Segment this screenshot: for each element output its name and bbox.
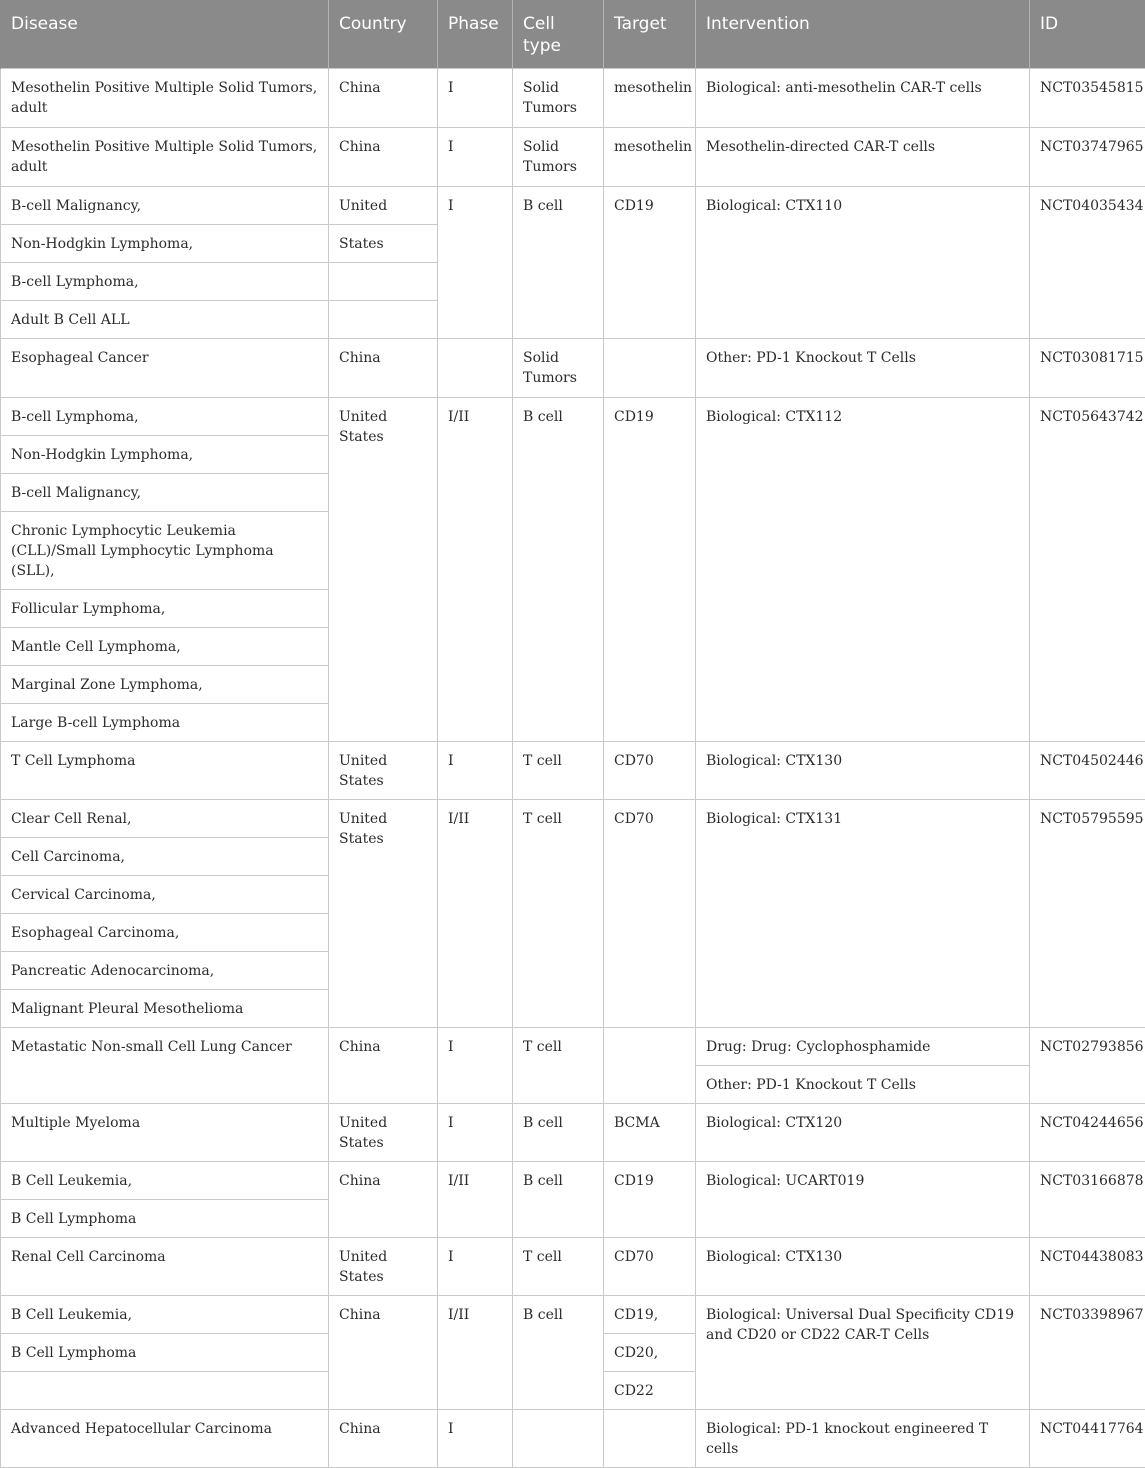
cell-type-cell: T cell bbox=[513, 1238, 604, 1296]
disease-cell: B-cell Lymphoma, bbox=[1, 263, 329, 301]
cell-type-cell: B cell bbox=[513, 1104, 604, 1162]
cell-type-cell: T cell bbox=[513, 742, 604, 800]
id-cell: NCT05795595 bbox=[1030, 800, 1145, 1028]
intervention-cell: Biological: CTX130 bbox=[696, 742, 1030, 800]
table-row bbox=[1, 1162, 1145, 1200]
country-cell: United States bbox=[329, 1104, 438, 1162]
target-cell: CD22 bbox=[604, 1372, 696, 1410]
cell-type-cell bbox=[513, 1410, 604, 1468]
cell-type-cell: T cell bbox=[513, 1028, 604, 1104]
phase-cell: I bbox=[438, 1104, 513, 1162]
country-cell: China bbox=[329, 339, 438, 398]
header-phase: Phase bbox=[438, 0, 513, 69]
target-cell: mesothelin bbox=[604, 128, 696, 187]
header-disease: Disease bbox=[1, 0, 329, 69]
intervention-cell: Other: PD-1 Knockout T Cells bbox=[696, 339, 1030, 398]
country-cell: United States bbox=[329, 800, 438, 1028]
intervention-cell: Biological: CTX110 bbox=[696, 187, 1030, 339]
disease-cell: Renal Cell Carcinoma bbox=[1, 1238, 329, 1296]
phase-cell: I bbox=[438, 742, 513, 800]
disease-cell: Mesothelin Positive Multiple Solid Tumors, adult bbox=[1, 69, 329, 128]
disease-cell: B Cell Lymphoma bbox=[1, 1200, 329, 1238]
country-cell: China bbox=[329, 1410, 438, 1468]
phase-cell: I bbox=[438, 187, 513, 339]
disease-cell: Marginal Zone Lymphoma, bbox=[1, 666, 329, 704]
id-cell: NCT04244656 bbox=[1030, 1104, 1145, 1162]
table-row bbox=[1, 339, 1145, 398]
target-cell: CD70 bbox=[604, 742, 696, 800]
intervention-cell: Biological: CTX131 bbox=[696, 800, 1030, 1028]
table-row bbox=[1, 187, 1145, 225]
table-row bbox=[1, 128, 1145, 187]
intervention-cell: Biological: UCART019 bbox=[696, 1162, 1030, 1238]
disease-cell: Follicular Lymphoma, bbox=[1, 590, 329, 628]
intervention-cell: Mesothelin-directed CAR-T cells bbox=[696, 128, 1030, 187]
cell-type-cell: Solid Tumors bbox=[513, 128, 604, 187]
disease-cell: Non-Hodgkin Lymphoma, bbox=[1, 225, 329, 263]
disease-cell: B-cell Malignancy, bbox=[1, 187, 329, 225]
disease-cell: Esophageal Carcinoma, bbox=[1, 914, 329, 952]
country-cell bbox=[329, 301, 438, 339]
phase-cell: I bbox=[438, 1238, 513, 1296]
target-cell: CD19 bbox=[604, 1162, 696, 1238]
id-cell: NCT02793856 bbox=[1030, 1028, 1145, 1104]
country-cell: States bbox=[329, 225, 438, 263]
country-cell: United States bbox=[329, 398, 438, 742]
disease-cell: B-cell Lymphoma, bbox=[1, 398, 329, 436]
disease-cell: Malignant Pleural Mesothelioma bbox=[1, 990, 329, 1028]
intervention-cell: Biological: Universal Dual Specificity CD19 and CD20 or CD22 CAR-T Cells bbox=[696, 1296, 1030, 1410]
table-row bbox=[1, 800, 1145, 838]
disease-cell: T Cell Lymphoma bbox=[1, 742, 329, 800]
disease-cell: Large B-cell Lymphoma bbox=[1, 704, 329, 742]
table-row bbox=[1, 69, 1145, 128]
disease-cell: B-cell Malignancy, bbox=[1, 474, 329, 512]
phase-cell: I/II bbox=[438, 1296, 513, 1410]
id-cell: NCT03081715 bbox=[1030, 339, 1145, 398]
disease-cell: Mesothelin Positive Multiple Solid Tumors, adult bbox=[1, 128, 329, 187]
intervention-cell: Biological: anti-mesothelin CAR-T cells bbox=[696, 69, 1030, 128]
disease-cell: Non-Hodgkin Lymphoma, bbox=[1, 436, 329, 474]
intervention-cell: Biological: CTX130 bbox=[696, 1238, 1030, 1296]
disease-cell: Mantle Cell Lymphoma, bbox=[1, 628, 329, 666]
country-cell: China bbox=[329, 1162, 438, 1238]
disease-cell: Cervical Carcinoma, bbox=[1, 876, 329, 914]
country-cell: United States bbox=[329, 1238, 438, 1296]
phase-cell: I/II bbox=[438, 800, 513, 1028]
cell-type-cell: T cell bbox=[513, 800, 604, 1028]
disease-cell: Multiple Myeloma bbox=[1, 1104, 329, 1162]
disease-cell: Esophageal Cancer bbox=[1, 339, 329, 398]
disease-cell: B Cell Leukemia, bbox=[1, 1296, 329, 1334]
table-row bbox=[1, 1296, 1145, 1334]
phase-cell bbox=[438, 339, 513, 398]
disease-cell: B Cell Leukemia, bbox=[1, 1162, 329, 1200]
cell-type-cell: B cell bbox=[513, 1162, 604, 1238]
country-cell: China bbox=[329, 1028, 438, 1104]
id-cell: NCT03747965 bbox=[1030, 128, 1145, 187]
target-cell: CD19 bbox=[604, 187, 696, 339]
disease-cell bbox=[1, 1372, 329, 1410]
phase-cell: I bbox=[438, 1410, 513, 1468]
phase-cell: I/II bbox=[438, 398, 513, 742]
disease-cell: Advanced Hepatocellular Carcinoma bbox=[1, 1410, 329, 1468]
country-cell: United States bbox=[329, 742, 438, 800]
id-cell: NCT03545815 bbox=[1030, 69, 1145, 128]
target-cell: CD20, bbox=[604, 1334, 696, 1372]
id-cell: NCT04035434 bbox=[1030, 187, 1145, 339]
target-cell: CD70 bbox=[604, 1238, 696, 1296]
target-cell: mesothelin bbox=[604, 69, 696, 128]
id-cell: NCT04438083 bbox=[1030, 1238, 1145, 1296]
target-cell bbox=[604, 1410, 696, 1468]
intervention-cell: Biological: CTX112 bbox=[696, 398, 1030, 742]
id-cell: NCT03166878 bbox=[1030, 1162, 1145, 1238]
table-row bbox=[1, 1410, 1145, 1468]
target-cell: CD19 bbox=[604, 398, 696, 742]
header-cell-type: Cell type bbox=[513, 0, 604, 69]
phase-cell: I bbox=[438, 69, 513, 128]
disease-cell: Metastatic Non-small Cell Lung Cancer bbox=[1, 1028, 329, 1104]
disease-cell: Chronic Lymphocytic Leukemia (CLL)/Small Lymphocytic Lymphoma (SLL), bbox=[1, 512, 329, 590]
phase-cell: I bbox=[438, 1028, 513, 1104]
table-row bbox=[1, 1104, 1145, 1162]
header-row bbox=[1, 0, 1145, 69]
target-cell: CD19, bbox=[604, 1296, 696, 1334]
header-intervention: Intervention bbox=[696, 0, 1030, 69]
id-cell: NCT04502446 bbox=[1030, 742, 1145, 800]
intervention-cell: Drug: Drug: Cyclophosphamide bbox=[696, 1028, 1030, 1066]
target-cell bbox=[604, 339, 696, 398]
intervention-cell: Biological: PD-1 knockout engineered T cells bbox=[696, 1410, 1030, 1468]
header-id: ID bbox=[1030, 0, 1145, 69]
intervention-cell: Biological: CTX120 bbox=[696, 1104, 1030, 1162]
disease-cell: B Cell Lymphoma bbox=[1, 1334, 329, 1372]
phase-cell: I bbox=[438, 128, 513, 187]
country-cell: China bbox=[329, 1296, 438, 1410]
cell-type-cell: Solid Tumors bbox=[513, 339, 604, 398]
cell-type-cell: Solid Tumors bbox=[513, 69, 604, 128]
country-cell: United bbox=[329, 187, 438, 225]
cell-type-cell: B cell bbox=[513, 1296, 604, 1410]
target-cell: BCMA bbox=[604, 1104, 696, 1162]
table-row bbox=[1, 742, 1145, 800]
cell-type-cell: B cell bbox=[513, 187, 604, 339]
table-row bbox=[1, 398, 1145, 436]
disease-cell: Adult B Cell ALL bbox=[1, 301, 329, 339]
intervention-cell: Other: PD-1 Knockout T Cells bbox=[696, 1066, 1030, 1104]
disease-cell: Clear Cell Renal, bbox=[1, 800, 329, 838]
phase-cell: I/II bbox=[438, 1162, 513, 1238]
header-country: Country bbox=[329, 0, 438, 69]
id-cell: NCT04417764 bbox=[1030, 1410, 1145, 1468]
country-cell: China bbox=[329, 128, 438, 187]
id-cell: NCT03398967 bbox=[1030, 1296, 1145, 1410]
disease-cell: Cell Carcinoma, bbox=[1, 838, 329, 876]
target-cell bbox=[604, 1028, 696, 1104]
disease-cell: Pancreatic Adenocarcinoma, bbox=[1, 952, 329, 990]
country-cell bbox=[329, 263, 438, 301]
target-cell: CD70 bbox=[604, 800, 696, 1028]
header-target: Target bbox=[604, 0, 696, 69]
cell-type-cell: B cell bbox=[513, 398, 604, 742]
table-row bbox=[1, 1028, 1145, 1066]
id-cell: NCT05643742 bbox=[1030, 398, 1145, 742]
table-row bbox=[1, 1238, 1145, 1296]
country-cell: China bbox=[329, 69, 438, 128]
